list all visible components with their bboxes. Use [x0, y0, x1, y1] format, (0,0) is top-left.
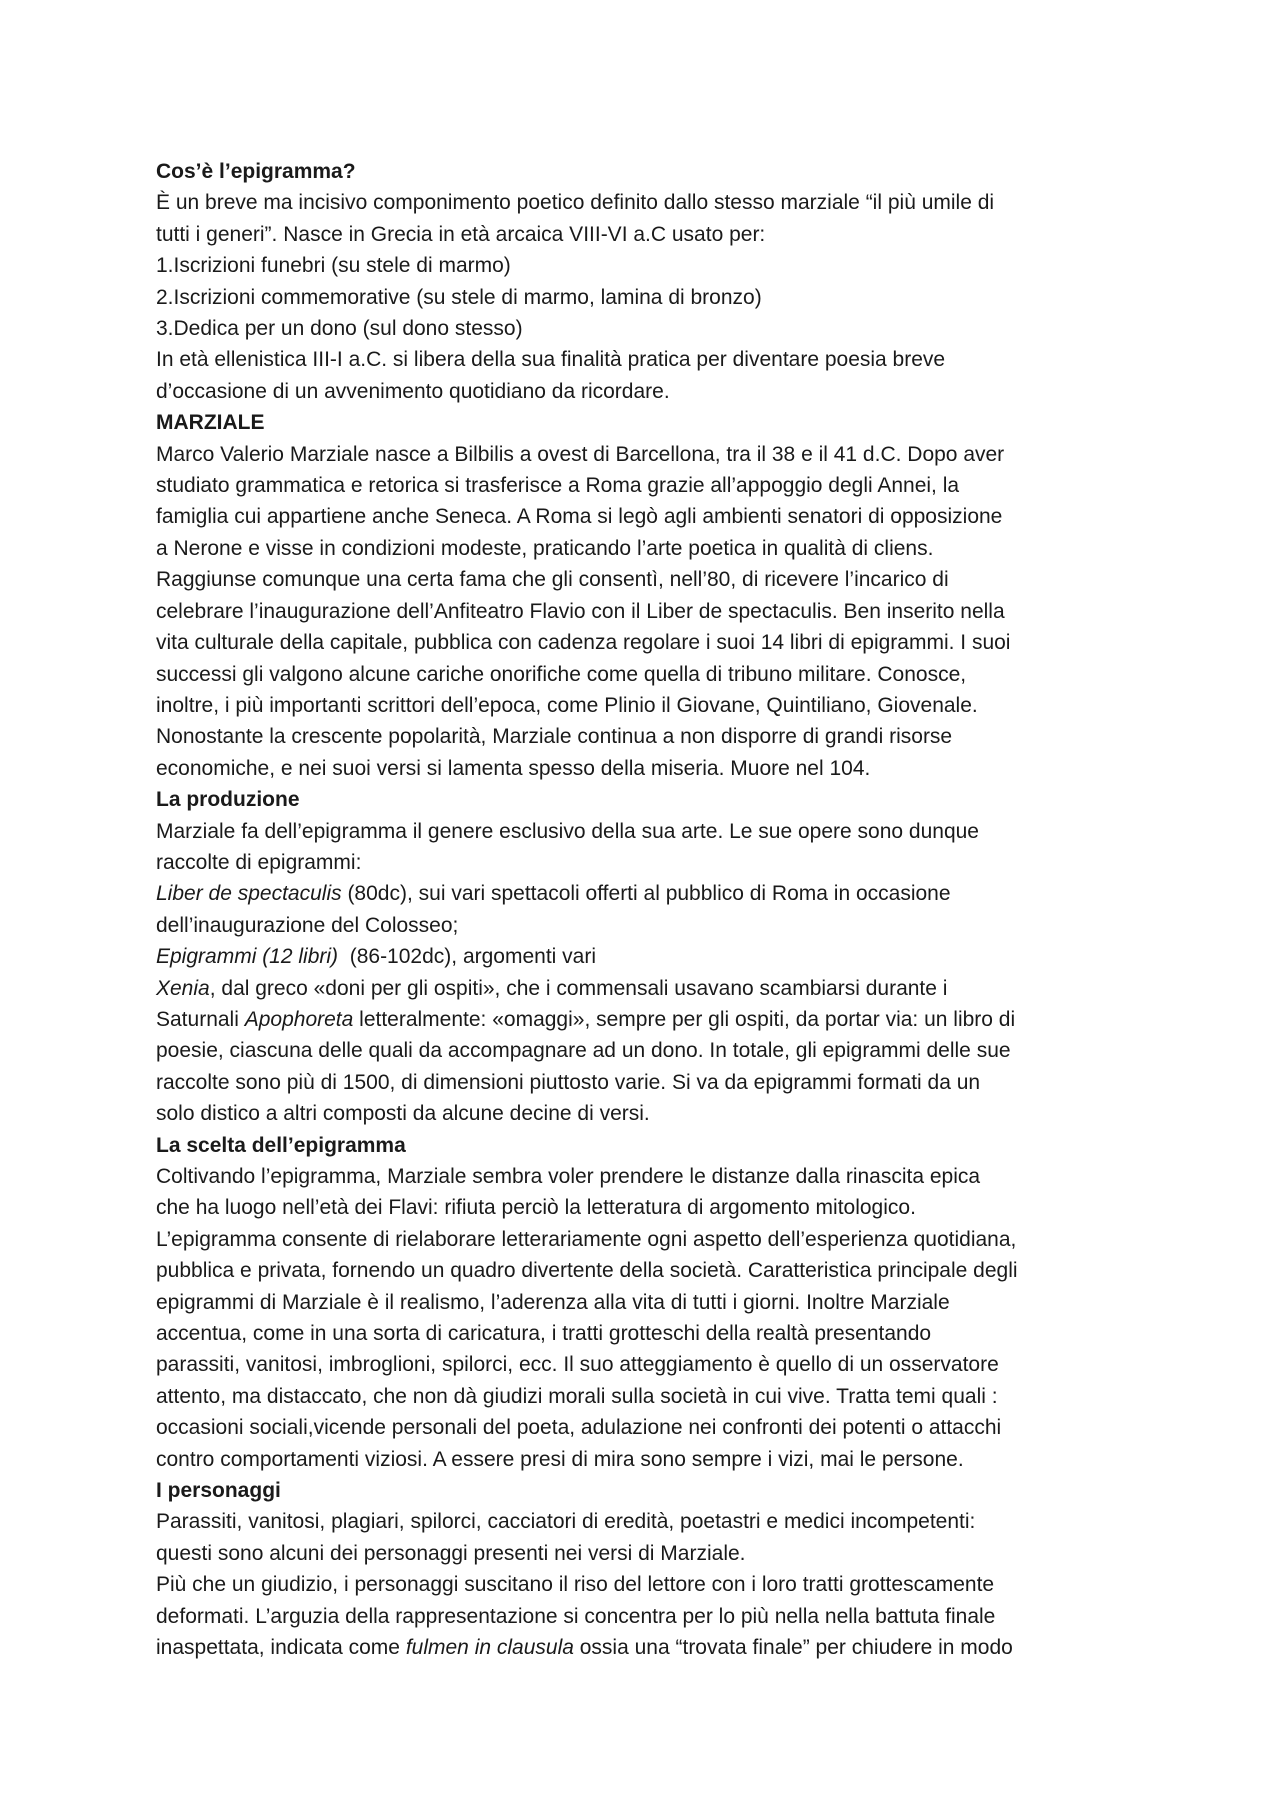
text-line: poesie, ciascuna delle quali da accompagnare ad un dono. In totale, gli epigrammi delle sue: [156, 1039, 1011, 1063]
work-title-apophoreta: Apophoreta: [244, 1007, 354, 1031]
text-line: economiche, e nei suoi versi si lamenta spesso della miseria. Muore nel 104.: [156, 756, 871, 780]
list-item: 3.Dedica per un dono (sul dono stesso): [156, 317, 523, 341]
text-span: (80dc), sui vari spettacoli offerti al pubblico di Roma in occasione: [341, 882, 951, 906]
section-heading-epigramma: Cos’è l’epigramma?: [156, 160, 356, 183]
text-line: che ha luogo nell’età dei Flavi: rifiuta perciò la letteratura di argomento mitologico.: [156, 1196, 916, 1220]
work-title-xenia: Xenia: [156, 976, 210, 1000]
text-line: famiglia cui appartiene anche Seneca. A Roma si legò agli ambienti senatori di opposizione: [156, 505, 1003, 529]
text-line: In età ellenistica III-I a.C. si libera della sua finalità pratica per diventare poesia breve: [156, 348, 946, 372]
text-span: letteralmente: «omaggi», sempre per gli ospiti, da portar via: un libro di: [353, 1007, 1016, 1031]
text-line: Più che un giudizio, i personaggi suscitano il riso del lettore con i loro tratti grottescamente: [156, 1573, 995, 1597]
text-line: Coltivando l’epigramma, Marziale sembra voler prendere le distanze dalla rinascita epica: [156, 1165, 981, 1188]
text-span: inaspettata, indicata come: [156, 1636, 406, 1660]
text-line: solo distico a altri composti da alcune decine di versi.: [156, 1102, 650, 1126]
section-heading-personaggi: I personaggi: [156, 1479, 281, 1503]
text-line: accentua, come in una sorta di caricatura, i tratti grotteschi della realtà presentando: [156, 1322, 932, 1346]
list-item: 1.Iscrizioni funebri (su stele di marmo): [156, 254, 511, 278]
work-title-liber: Liber de spectaculis: [156, 882, 342, 906]
intro-paragraph: [156, 187, 1136, 407]
text-line: celebrare l’inaugurazione dell’Anfiteatro Flavio con il Liber de spectaculis. Ben inserito nella: [156, 599, 1005, 623]
section-heading-scelta: La scelta dell’epigramma: [156, 1133, 406, 1157]
work-title-epigrammi: Epigrammi (12 libri): [156, 945, 339, 969]
text-line: d’occasione di un avvenimento quotidiano da ricordare.: [156, 379, 670, 403]
document-page: [156, 156, 1136, 1664]
text-line: [156, 973, 1136, 1004]
text-line: [156, 941, 1136, 972]
text-line: Raggiunse comunque una certa fama che gli consentì, nell’80, di ricevere l’incarico di: [156, 568, 949, 592]
text-line: L’epigramma consente di rielaborare letterariamente ogni aspetto dell’esperienza quotidiana,: [156, 1227, 1017, 1251]
text-line: contro comportamenti viziosi. A essere presi di mira sono sempre i vizi, mai le persone.: [156, 1447, 964, 1471]
text-line: attento, ma distaccato, che non dà giudizi morali sulla società in cui vive. Tratta temi quali :: [156, 1384, 998, 1408]
text-line: epigrammi di Marziale è il realismo, l’aderenza alla vita di tutti i giorni. Inoltre Marziale: [156, 1290, 950, 1314]
text-line: questi sono alcuni dei personaggi presenti nei versi di Marziale.: [156, 1541, 746, 1565]
text-line: [156, 1632, 1136, 1663]
text-line: [156, 1004, 1136, 1035]
text-line: parassiti, vanitosi, imbroglioni, spilorci, ecc. Il suo atteggiamento è quello di un osservatore: [156, 1353, 999, 1377]
text-line: Marco Valerio Marziale nasce a Bilbilis a ovest di Barcellona, tra il 38 e il 41 d.C. Dopo aver: [156, 442, 1005, 466]
section-heading-marziale: MARZIALE: [156, 411, 265, 435]
text-span: ossia una “trovata finale” per chiudere in modo: [573, 1636, 1013, 1660]
text-line: Parassiti, vanitosi, plagiari, spilorci, cacciatori di eredità, poetastri e medici incompetenti:: [156, 1510, 976, 1534]
text-line: Marziale fa dell’epigramma il genere esclusivo della sua arte. Le sue opere sono dunque: [156, 819, 979, 843]
text-line: È un breve ma incisivo componimento poetico definito dallo stesso marziale “il più umile di: [156, 191, 995, 215]
text-line: Nonostante la crescente popolarità, Marziale continua a non disporre di grandi risorse: [156, 725, 953, 749]
text-span: , dal greco «doni per gli ospiti», che i commensali usavano scambiarsi durante i: [209, 976, 948, 1000]
text-line: [156, 878, 1136, 909]
text-span: (86-102dc), argomenti vari: [338, 945, 596, 969]
latin-term-fulmen: fulmen in clausula: [405, 1636, 574, 1660]
scelta-paragraph: [156, 1161, 1136, 1475]
text-line: studiato grammatica e retorica si trasferisce a Roma grazie all’appoggio degli Annei, la: [156, 474, 960, 498]
text-line: tutti i generi”. Nasce in Grecia in età arcaica VIII-VI a.C usato per:: [156, 222, 766, 246]
list-item: 2.Iscrizioni commemorative (su stele di marmo, lamina di bronzo): [156, 285, 762, 309]
text-line: dell’inaugurazione del Colosseo;: [156, 913, 459, 937]
text-span: Saturnali: [156, 1007, 245, 1031]
text-line: deformati. L’arguzia della rappresentazione si concentra per lo più nella nella battuta finale: [156, 1604, 996, 1628]
text-line: vita culturale della capitale, pubblica con cadenza regolare i suoi 14 libri di epigrammi. I suoi: [156, 631, 1011, 655]
text-line: raccolte sono più di 1500, di dimensioni piuttosto varie. Si va da epigrammi formati da un: [156, 1070, 981, 1094]
text-line: inoltre, i più importanti scrittori dell’epoca, come Plinio il Giovane, Quintiliano, Giovenale.: [156, 693, 978, 717]
text-line: a Nerone e visse in condizioni modeste, praticando l’arte poetica in qualità di cliens.: [156, 536, 934, 560]
text-line: pubblica e privata, fornendo un quadro divertente della società. Caratteristica principale degli: [156, 1259, 1018, 1283]
text-line: successi gli valgono alcune cariche onorifiche come quella di tribuno militare. Conosce,: [156, 662, 967, 686]
personaggi-paragraph: [156, 1506, 1136, 1663]
marziale-paragraph: [156, 439, 1136, 784]
produzione-paragraph: [156, 816, 1136, 1130]
text-line: raccolte di epigrammi:: [156, 850, 362, 874]
text-line: occasioni sociali,vicende personali del poeta, adulazione nei confronti dei potenti o attacchi: [156, 1416, 1002, 1440]
section-heading-produzione: La produzione: [156, 788, 300, 812]
